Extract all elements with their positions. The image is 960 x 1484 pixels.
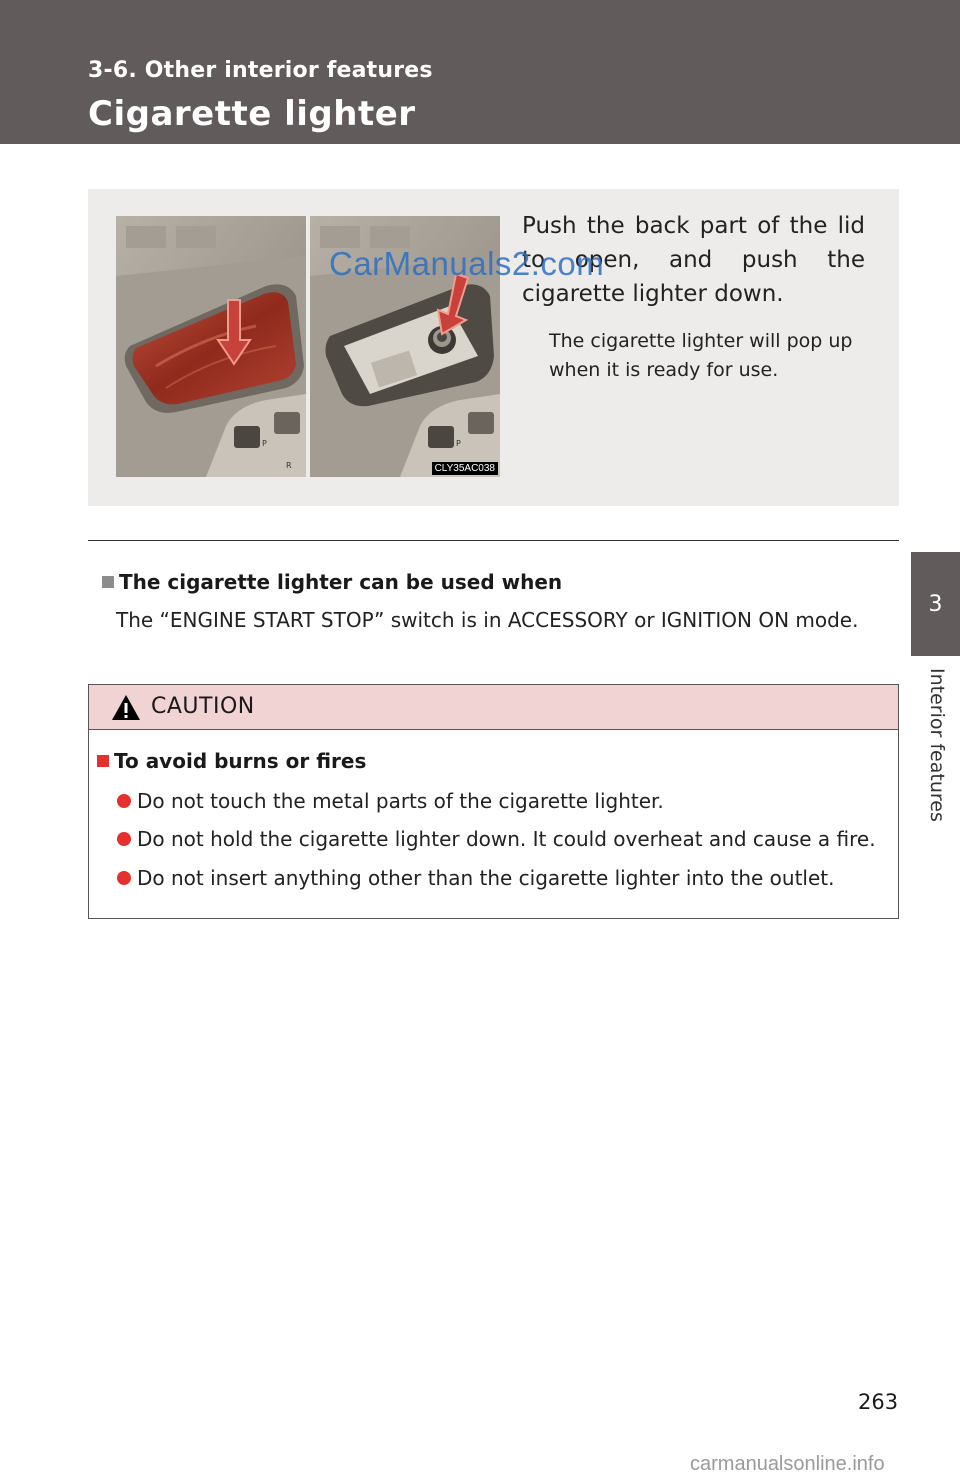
svg-text:P: P bbox=[262, 439, 267, 448]
caution-item bbox=[117, 827, 876, 851]
figure-panel bbox=[88, 189, 899, 506]
warning-triangle-icon bbox=[111, 694, 141, 721]
image-code: CLY35AC038 bbox=[432, 462, 498, 475]
chapter-label: Interior features bbox=[926, 668, 948, 822]
instruction-text: Push the back part of the lid to open, and push the cigarette lighter down. bbox=[522, 213, 865, 307]
red-dot-bullet-icon bbox=[117, 871, 131, 885]
note-text: The cigarette lighter will pop up when it is ready for use. bbox=[549, 330, 853, 381]
caution-heading bbox=[97, 749, 366, 773]
chapter-tab[interactable] bbox=[911, 552, 960, 656]
red-dot-bullet-icon bbox=[117, 832, 131, 846]
caution-header bbox=[89, 685, 898, 730]
caution-title: CAUTION bbox=[151, 694, 255, 719]
caution-item bbox=[117, 789, 664, 813]
page-header bbox=[0, 0, 960, 144]
usage-heading bbox=[102, 570, 562, 594]
section-label: 3-6. Other interior features bbox=[88, 58, 433, 83]
usage-body: The “ENGINE START STOP” switch is in ACCESSORY or IGNITION ON mode. bbox=[116, 608, 859, 632]
section-divider bbox=[88, 540, 899, 541]
page-title: Cigarette lighter bbox=[88, 94, 416, 134]
caution-item-text: Do not touch the metal parts of the cigarette lighter. bbox=[137, 789, 664, 813]
usage-heading-text: The cigarette lighter can be used when bbox=[119, 570, 563, 594]
caution-item-text: Do not hold the cigarette lighter down. It could overheat and cause a fire. bbox=[137, 827, 876, 851]
square-bullet-icon bbox=[97, 755, 109, 767]
caution-box bbox=[88, 684, 899, 919]
watermark-text: CarManuals2.com bbox=[329, 245, 605, 282]
chapter-number: 3 bbox=[928, 591, 943, 617]
svg-text:P: P bbox=[456, 439, 461, 448]
svg-text:R: R bbox=[286, 461, 292, 470]
red-dot-bullet-icon bbox=[117, 794, 131, 808]
footer-site-link[interactable]: carmanualsonline.info bbox=[690, 1453, 885, 1475]
caution-item-text: Do not insert anything other than the cigarette lighter into the outlet. bbox=[137, 866, 835, 890]
page-number: 263 bbox=[858, 1390, 899, 1414]
caution-item bbox=[117, 866, 835, 890]
caution-heading-text: To avoid burns or fires bbox=[114, 749, 367, 773]
lid-closed-photo bbox=[116, 216, 306, 477]
square-bullet-icon bbox=[102, 576, 114, 588]
